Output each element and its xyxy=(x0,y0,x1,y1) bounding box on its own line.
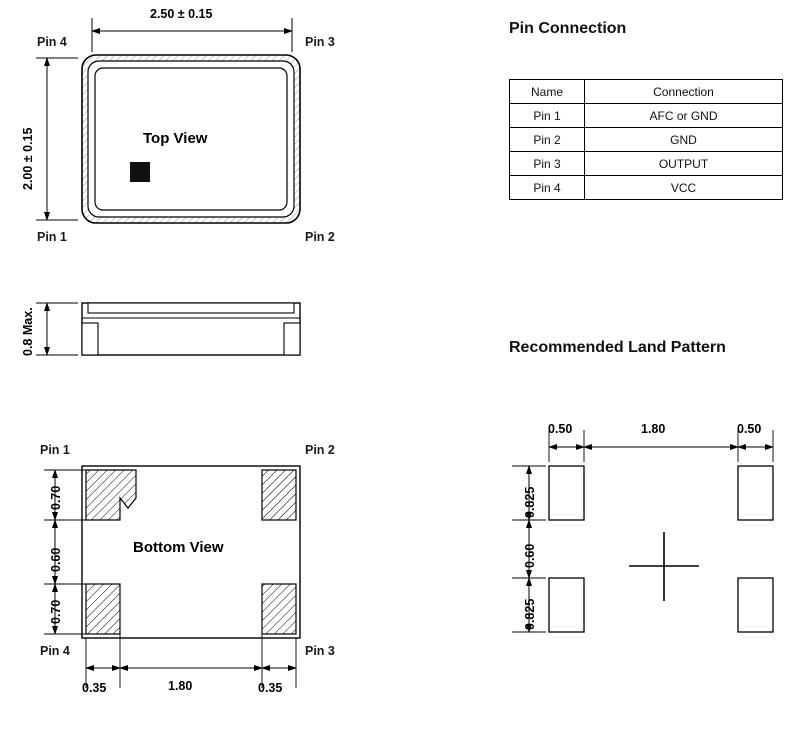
top-view-width-dim: 2.50 ± 0.15 xyxy=(150,7,213,21)
land-dim-pad-h-top: 0.825 xyxy=(523,486,537,518)
bottom-view-dim-pad-bottom: 0.70 xyxy=(49,599,63,624)
pin-connection-heading: Pin Connection xyxy=(509,20,627,37)
bottom-view-dim-pad-width-left: 0.35 xyxy=(82,681,107,695)
table-row xyxy=(510,152,783,176)
cell-pin-connection: OUTPUT xyxy=(585,152,783,176)
top-view-pin4-label: Pin 4 xyxy=(37,35,67,49)
top-view-pin1-label: Pin 1 xyxy=(37,230,67,244)
cell-pin-connection: GND xyxy=(585,128,783,152)
top-view-pin3-label: Pin 3 xyxy=(305,35,335,49)
top-view-pin2-label: Pin 2 xyxy=(305,230,335,244)
land-dim-gap: 0.60 xyxy=(523,543,537,568)
cell-pin-connection: AFC or GND xyxy=(585,104,783,128)
bottom-view-pin1-label: Pin 1 xyxy=(40,443,70,457)
table-row xyxy=(510,128,783,152)
cell-pin-connection: VCC xyxy=(585,176,783,200)
cell-pin-name: Pin 4 xyxy=(510,176,585,200)
top-view-height-dim: 2.00 ± 0.15 xyxy=(21,127,35,190)
bottom-view-figure xyxy=(44,466,300,688)
bottom-view-dim-pitch: 1.80 xyxy=(168,679,193,693)
cell-pin-name: Pin 1 xyxy=(510,104,585,128)
table-header-row xyxy=(510,80,783,104)
cell-pin-name: Pin 2 xyxy=(510,128,585,152)
bottom-view-pin3-label: Pin 3 xyxy=(305,644,335,658)
column-header-connection: Connection xyxy=(585,80,783,104)
bottom-view-title: Bottom View xyxy=(133,539,224,556)
land-dim-pad-w-right: 0.50 xyxy=(737,422,762,436)
cell-pin-name: Pin 3 xyxy=(510,152,585,176)
side-view-height-dim: 0.8 Max. xyxy=(21,307,35,356)
bottom-view-dim-pad-width-right: 0.35 xyxy=(258,681,283,695)
side-view-figure xyxy=(36,303,300,355)
table-row xyxy=(510,176,783,200)
bottom-view-pin4-label: Pin 4 xyxy=(40,644,70,658)
pin-connection-table xyxy=(509,79,783,200)
land-dim-pitch: 1.80 xyxy=(641,422,666,436)
column-header-name: Name xyxy=(510,80,585,104)
table-row xyxy=(510,104,783,128)
land-dim-pad-w-left: 0.50 xyxy=(548,422,573,436)
land-pattern-figure xyxy=(512,430,773,632)
land-dim-pad-h-bottom: 0.825 xyxy=(523,598,537,630)
top-view-figure xyxy=(36,18,300,223)
bottom-view-dim-gap-mid: 0.60 xyxy=(49,547,63,572)
bottom-view-pin2-label: Pin 2 xyxy=(305,443,335,457)
land-pattern-heading: Recommended Land Pattern xyxy=(509,339,726,356)
top-view-title: Top View xyxy=(143,130,208,147)
bottom-view-dim-pad-top: 0.70 xyxy=(49,485,63,510)
